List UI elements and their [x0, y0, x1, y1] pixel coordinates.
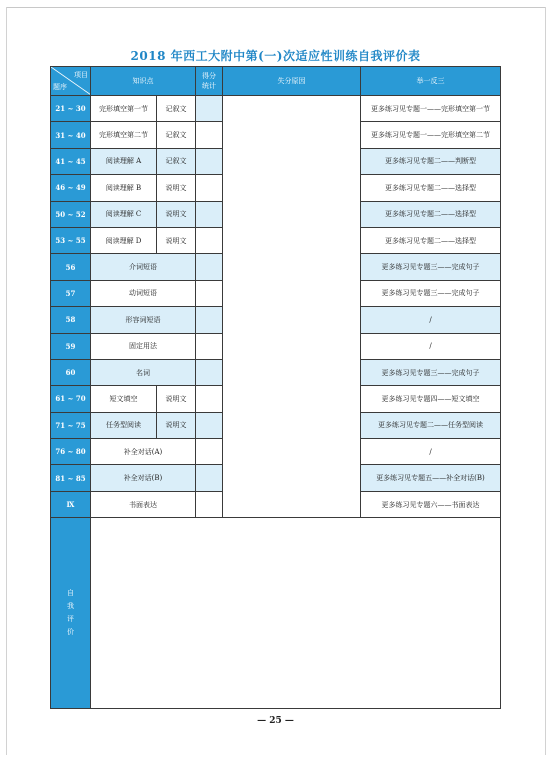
score-cell[interactable]: [196, 254, 223, 280]
knowledge-point: 固定用法: [91, 333, 196, 359]
question-range: 56: [51, 254, 91, 280]
question-range: 31 ~ 40: [51, 122, 91, 148]
page-frame-top: [6, 7, 545, 8]
question-range: 81 ~ 85: [51, 465, 91, 491]
loss-reason-cell[interactable]: [223, 96, 361, 518]
practice-reference: 更多练习见专题二——任务型阅读: [361, 412, 501, 438]
question-range: 71 ~ 75: [51, 412, 91, 438]
practice-reference: /: [361, 439, 501, 465]
corner-top-label: 项目: [74, 71, 88, 79]
score-cell[interactable]: [196, 491, 223, 517]
score-cell[interactable]: [196, 96, 223, 122]
score-cell[interactable]: [196, 386, 223, 412]
practice-header: 举一反三: [361, 67, 501, 96]
score-header: [196, 67, 223, 96]
practice-reference: 更多练习见专题二——选择型: [361, 175, 501, 201]
practice-reference: 更多练习见专题四——短文填空: [361, 386, 501, 412]
corner-bottom-label: 题序: [53, 83, 67, 91]
knowledge-point: 补全对话(A): [91, 439, 196, 465]
question-range: 57: [51, 280, 91, 306]
self-evaluation-label-cell: [51, 518, 91, 709]
score-cell[interactable]: [196, 280, 223, 306]
practice-reference: /: [361, 333, 501, 359]
text-type: 说明文: [157, 227, 196, 253]
question-range: Ⅸ: [51, 491, 91, 517]
self-evaluation-label: 自我评价: [67, 589, 74, 637]
question-range: 60: [51, 359, 91, 385]
knowledge-point: 阅读理解 B: [91, 175, 157, 201]
knowledge-point: 阅读理解 C: [91, 201, 157, 227]
knowledge-point: 动词短语: [91, 280, 196, 306]
loss-reason-header: 失分原因: [223, 67, 361, 96]
knowledge-point: 任务型阅读: [91, 412, 157, 438]
score-cell[interactable]: [196, 227, 223, 253]
question-range: 50 ~ 52: [51, 201, 91, 227]
score-cell[interactable]: [196, 148, 223, 174]
knowledge-header: 知识点: [91, 67, 196, 96]
practice-reference: 更多练习见专题六——书面表达: [361, 491, 501, 517]
practice-reference: 更多练习见专题二——选择型: [361, 227, 501, 253]
practice-reference: 更多练习见专题二——选择型: [361, 201, 501, 227]
text-type: 记叙文: [157, 122, 196, 148]
practice-reference: 更多练习见专题一——完形填空第一节: [361, 96, 501, 122]
practice-reference: 更多练习见专题二——判断型: [361, 148, 501, 174]
practice-reference: 更多练习见专题三——完成句子: [361, 254, 501, 280]
score-cell[interactable]: [196, 333, 223, 359]
evaluation-table: [50, 66, 501, 709]
table-header-row: [51, 67, 501, 96]
score-cell[interactable]: [196, 412, 223, 438]
page-frame-right: [545, 7, 546, 755]
score-cell[interactable]: [196, 439, 223, 465]
score-header-line2: 统计: [202, 82, 216, 90]
practice-reference: 更多练习见专题五——补全对话(B): [361, 465, 501, 491]
page-number: — 25 —: [257, 716, 294, 726]
score-cell[interactable]: [196, 201, 223, 227]
knowledge-point: 名词: [91, 359, 196, 385]
knowledge-point: 书面表达: [91, 491, 196, 517]
practice-reference: 更多练习见专题三——完成句子: [361, 359, 501, 385]
question-range: 46 ~ 49: [51, 175, 91, 201]
text-type: 说明文: [157, 201, 196, 227]
knowledge-point: 短文填空: [91, 386, 157, 412]
text-type: 说明文: [157, 412, 196, 438]
self-evaluation-row: [51, 518, 501, 709]
practice-reference: 更多练习见专题三——完成句子: [361, 280, 501, 306]
score-cell[interactable]: [196, 122, 223, 148]
question-range: 76 ~ 80: [51, 439, 91, 465]
practice-reference: 更多练习见专题一——完形填空第二节: [361, 122, 501, 148]
table-row: [51, 96, 501, 122]
question-range: 53 ~ 55: [51, 227, 91, 253]
score-cell[interactable]: [196, 465, 223, 491]
question-range: 58: [51, 307, 91, 333]
question-range: 41 ~ 45: [51, 148, 91, 174]
score-cell[interactable]: [196, 307, 223, 333]
page-frame-left: [6, 7, 7, 755]
knowledge-point: 完形填空第二节: [91, 122, 157, 148]
question-range: 61 ~ 70: [51, 386, 91, 412]
score-cell[interactable]: [196, 175, 223, 201]
question-range: 59: [51, 333, 91, 359]
self-evaluation-input-area[interactable]: [91, 518, 501, 709]
text-type: 记叙文: [157, 148, 196, 174]
text-type: 说明文: [157, 175, 196, 201]
page-title: 2018 年西工大附中第(一)次适应性训练自我评价表: [130, 49, 421, 63]
question-range: 21 ~ 30: [51, 96, 91, 122]
text-type: 记叙文: [157, 96, 196, 122]
corner-header: [51, 67, 91, 96]
knowledge-point: 完形填空第一节: [91, 96, 157, 122]
score-header-line1: 得分: [202, 72, 216, 80]
knowledge-point: 阅读理解 A: [91, 148, 157, 174]
practice-reference: /: [361, 307, 501, 333]
score-cell[interactable]: [196, 359, 223, 385]
knowledge-point: 介词短语: [91, 254, 196, 280]
knowledge-point: 阅读理解 D: [91, 227, 157, 253]
knowledge-point: 形容词短语: [91, 307, 196, 333]
text-type: 说明文: [157, 386, 196, 412]
knowledge-point: 补全对话(B): [91, 465, 196, 491]
